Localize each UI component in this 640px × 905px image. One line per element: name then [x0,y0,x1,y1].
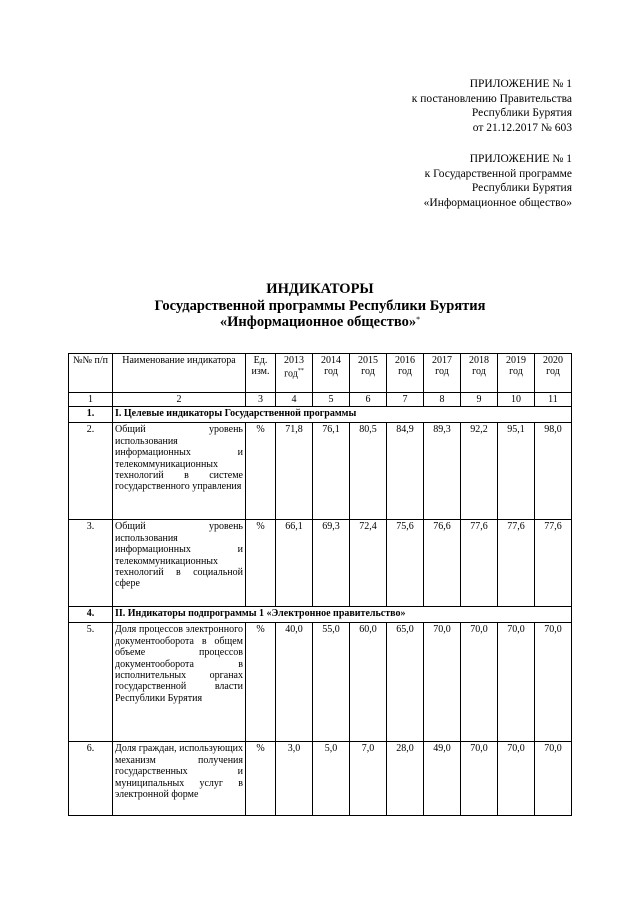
section-title: I. Целевые индикаторы Государственной программы [113,407,572,423]
header-year: 2018 год [461,354,498,393]
column-number: 1 [69,393,113,407]
value-cell: 28,0 [387,742,424,816]
value-cell: 55,0 [313,623,350,742]
table-row [69,623,572,742]
value-cell: 70,0 [498,623,535,742]
value-cell: 65,0 [387,623,424,742]
header-footnote-mark: ** [297,368,304,375]
value-cell: 77,6 [461,520,498,607]
value-cell: 40,0 [276,623,313,742]
value-cell: 66,1 [276,520,313,607]
value-cell: 5,0 [313,742,350,816]
column-number-row [69,393,572,407]
header-name: Наименование индикатора [113,354,246,393]
value-cell: 92,2 [461,423,498,520]
header-num: №№ п/п [69,354,113,393]
indicator-name: Доля процессов электронного документооборота в общем объеме процессов документооборота в исполнительных органах государственной власти Республики Бурятия [113,623,246,742]
column-number: 6 [350,393,387,407]
appendix-line: к Государственной программе [424,167,572,180]
table-row [69,520,572,607]
value-cell: 70,0 [535,623,572,742]
value-cell: 3,0 [276,742,313,816]
appendix-line: ПРИЛОЖЕНИЕ № 1 [469,153,572,165]
value-cell: 80,5 [350,423,387,520]
value-cell: 72,4 [350,520,387,607]
column-number: 10 [498,393,535,407]
value-cell: 49,0 [424,742,461,816]
value-cell: 70,0 [498,742,535,816]
value-cell: 95,1 [498,423,535,520]
appendix-line: от 21.12.2017 № 603 [472,121,572,134]
value-cell: 84,9 [387,423,424,520]
row-number: 5. [69,623,113,742]
appendix-line: ПРИЛОЖЕНИЕ № 1 [469,78,572,90]
value-cell: 77,6 [498,520,535,607]
unit-cell: % [246,742,276,816]
table-row [69,742,572,816]
header-year: 2016 год [387,354,424,393]
value-cell: 70,0 [424,623,461,742]
table-row [69,423,572,520]
column-number: 5 [313,393,350,407]
appendix-to-program [424,152,572,210]
column-number: 8 [424,393,461,407]
header-year: 2020 год [535,354,572,393]
value-cell: 69,3 [313,520,350,607]
header-year: 2019 год [498,354,535,393]
row-number: 2. [69,423,113,520]
title-line-1: ИНДИКАТОРЫ [266,281,374,297]
unit-cell: % [246,520,276,607]
column-number: 11 [535,393,572,407]
value-cell: 77,6 [535,520,572,607]
header-year: 2014 год [313,354,350,393]
value-cell: 70,0 [461,623,498,742]
section-row [69,407,572,423]
column-number: 7 [387,393,424,407]
header-year [276,354,313,393]
header-year-label: 2013 год [284,355,304,380]
appendix-line: Республики Бурятия [471,182,572,195]
header-year: 2017 год [424,354,461,393]
header-unit: Ед. изм. [246,354,276,393]
column-number: 4 [276,393,313,407]
appendix-line: Республики Бурятия [471,107,572,120]
table-header-row [69,354,572,393]
row-number: 1. [69,407,113,423]
column-number: 3 [246,393,276,407]
indicator-name: Общий уровень использования информационных и телекоммуникационных технологий в социальной сфере [113,520,246,607]
value-cell: 71,8 [276,423,313,520]
value-cell: 60,0 [350,623,387,742]
value-cell: 75,6 [387,520,424,607]
row-number: 4. [69,607,113,623]
value-cell: 70,0 [461,742,498,816]
value-cell: 7,0 [350,742,387,816]
value-cell: 89,3 [424,423,461,520]
column-number: 9 [461,393,498,407]
column-number: 2 [113,393,246,407]
value-cell: 98,0 [535,423,572,520]
unit-cell: % [246,423,276,520]
header-year: 2015 год [350,354,387,393]
document-title [0,281,640,331]
appendix-to-resolution [412,77,572,135]
value-cell: 76,1 [313,423,350,520]
indicator-name: Доля граждан, использующих механизм получения государственных и муниципальных услуг в электронной форме [113,742,246,816]
value-cell: 76,6 [424,520,461,607]
indicator-name: Общий уровень использования информационных и телекоммуникационных технологий в системе государственного управления [113,423,246,520]
indicators-table [68,353,572,816]
appendix-line: к постановлению Правительства [411,92,572,105]
row-number: 6. [69,742,113,816]
appendix-line: «Информационное общество» [423,196,572,209]
title-line-3-text: «Информационное общество» [219,314,417,330]
section-title: II. Индикаторы подпрограммы 1 «Электронное правительство» [113,607,572,623]
title-line-2: Государственной программы Республики Бурятия [154,297,486,314]
footnote-mark: * [416,315,421,324]
row-number: 3. [69,520,113,607]
section-row [69,607,572,623]
value-cell: 70,0 [535,742,572,816]
title-line-3 [0,314,640,331]
unit-cell: % [246,623,276,742]
